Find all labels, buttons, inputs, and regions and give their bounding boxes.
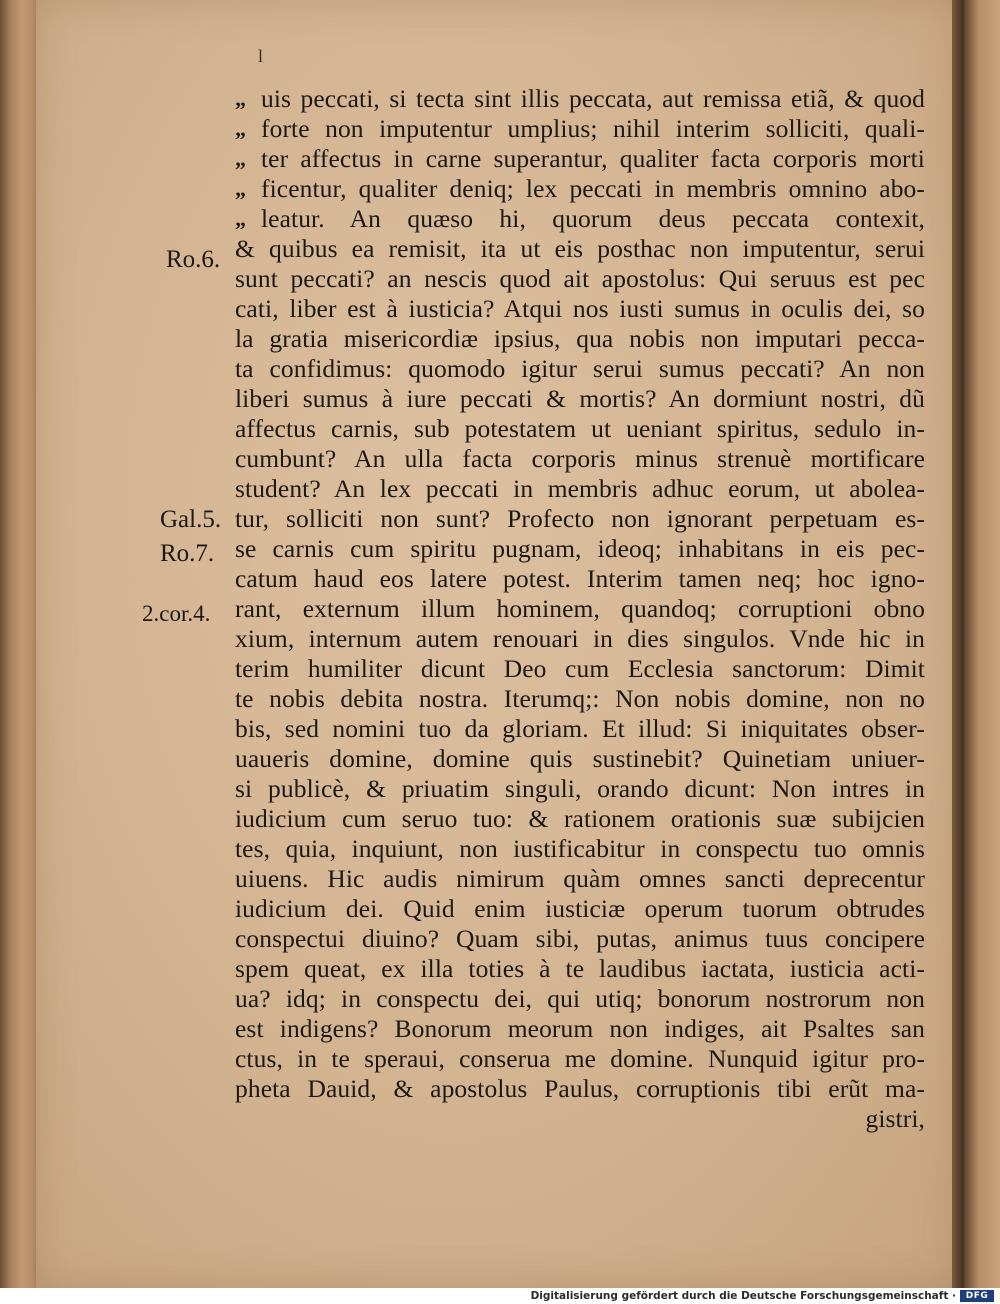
digitization-credit: Digitalisierung gefördert durch die Deutsche Forschungsgemeinschaft · bbox=[530, 1290, 956, 1302]
line-text: sunt peccati? an nescis quod ait apostolus: Qui seruus est pec bbox=[235, 264, 925, 293]
text-line bbox=[235, 264, 925, 294]
text-line bbox=[235, 114, 925, 144]
line-text: affectus carnis, sub potestatem ut ueniant spiritus, sedulo in- bbox=[235, 414, 925, 443]
line-text: ficentur, qualiter deniq; lex peccati in membris omnino abo- bbox=[261, 174, 925, 203]
footer-bar bbox=[0, 1288, 1000, 1304]
text-line bbox=[235, 534, 925, 564]
quotation-mark: „ bbox=[235, 116, 247, 141]
line-text: student? An lex peccati in membris adhuc eorum, ut abolea- bbox=[235, 474, 925, 503]
text-line bbox=[235, 864, 925, 894]
line-text: rant, externum illum hominem, quandoq; corruptioni obno bbox=[235, 594, 925, 623]
line-text: te nobis debita nostra. Iterumq;: Non nobis domine, non no bbox=[235, 684, 925, 713]
line-text: leatur. An quæso hi, quorum deus peccata contexit, bbox=[261, 204, 925, 233]
text-line bbox=[235, 984, 925, 1014]
line-text: ta confidimus: quomodo igitur serui sumus peccati? An non bbox=[235, 354, 925, 383]
line-text: forte non imputentur umplius; nihil interim solliciti, quali- bbox=[261, 114, 925, 143]
text-line bbox=[235, 924, 925, 954]
text-line bbox=[235, 624, 925, 654]
text-line bbox=[235, 324, 925, 354]
text-line bbox=[235, 834, 925, 864]
line-text: spem queat, ex illa toties à te laudibus iactata, iusticia acti- bbox=[235, 954, 925, 983]
text-line bbox=[235, 504, 925, 534]
text-line bbox=[235, 174, 925, 204]
text-line bbox=[235, 204, 925, 234]
text-line bbox=[235, 654, 925, 684]
text-line bbox=[235, 414, 925, 444]
facing-page-edge bbox=[964, 0, 1000, 1288]
line-text: xium, internum autem renouari in dies singulos. Vnde hic in bbox=[235, 624, 925, 653]
quotation-mark: „ bbox=[235, 146, 247, 171]
line-text: ter affectus in carne superantur, qualiter facta corporis morti bbox=[261, 144, 925, 173]
text-line bbox=[235, 714, 925, 744]
text-line bbox=[235, 894, 925, 924]
line-text: tur, solliciti non sunt? Profecto non ignorant perpetuam es- bbox=[235, 504, 925, 533]
text-line bbox=[235, 144, 925, 174]
text-line bbox=[235, 474, 925, 504]
quotation-mark: „ bbox=[235, 206, 247, 231]
line-text: catum haud eos latere potest. Interim tamen neq; hoc igno- bbox=[235, 564, 925, 593]
line-text: cati, liber est à iusticia? Atqui nos iusti sumus in oculis dei, so bbox=[235, 294, 925, 323]
text-line bbox=[235, 1044, 925, 1074]
text-line bbox=[235, 684, 925, 714]
text-line bbox=[235, 354, 925, 384]
line-text: liberi sumus à iure peccati & mortis? An dormiunt nostri, dũ bbox=[235, 384, 925, 413]
line-text: ua? idq; in conspectu dei, qui utiq; bonorum nostrorum non bbox=[235, 984, 925, 1013]
margin-note-gal5: Gal.5. bbox=[160, 506, 222, 533]
text-line bbox=[235, 1014, 925, 1044]
margin-note-2cor4: 2.cor.4. bbox=[142, 601, 211, 626]
text-line bbox=[235, 444, 925, 474]
text-line bbox=[235, 234, 925, 264]
text-line bbox=[235, 84, 925, 114]
quotation-mark: „ bbox=[235, 86, 247, 111]
text-line bbox=[235, 804, 925, 834]
corner-mark: l bbox=[258, 46, 264, 66]
line-text: & quibus ea remisit, ita ut eis posthac non imputentur, serui bbox=[235, 234, 925, 263]
line-text: bis, sed nomini tuo da gloriam. Et illud: Si iniquitates obser- bbox=[235, 714, 925, 743]
line-text: uaueris domine, domine quis sustinebit? Quinetiam uniuer- bbox=[235, 744, 925, 773]
text-line bbox=[235, 744, 925, 774]
book-edge bbox=[0, 0, 40, 1288]
line-text: cumbunt? An ulla facta corporis minus strenuè mortificare bbox=[235, 444, 925, 473]
line-text: terim humiliter dicunt Deo cum Ecclesia sanctorum: Dimit bbox=[235, 654, 925, 683]
body-text bbox=[235, 84, 925, 1134]
dfg-logo: DFG bbox=[960, 1290, 994, 1302]
quotation-mark: „ bbox=[235, 176, 247, 201]
line-text: uiuens. Hic audis nimirum quàm omnes sancti deprecentur bbox=[235, 864, 925, 893]
text-line bbox=[235, 294, 925, 324]
line-text: si publicè, & priuatim singuli, orando dicunt: Non intres in bbox=[235, 774, 925, 803]
text-line bbox=[235, 564, 925, 594]
line-text: conspectui diuino? Quam sibi, putas, animus tuus concipere bbox=[235, 924, 925, 953]
text-line bbox=[235, 384, 925, 414]
line-text: pheta Dauid, & apostolus Paulus, corruptionis tibi erũt ma- bbox=[235, 1074, 925, 1103]
catchword: gistri, bbox=[865, 1104, 925, 1133]
text-line bbox=[235, 774, 925, 804]
margin-note-ro7: Ro.7. bbox=[160, 540, 215, 567]
line-text: uis peccati, si tecta sint illis peccata, aut remissa etiã, & quod bbox=[261, 84, 925, 113]
line-text: ctus, in te speraui, conserua me domine. Nunquid igitur pro- bbox=[235, 1044, 925, 1073]
line-text: iudicium cum seruo tuo: & rationem orationis suæ subijcien bbox=[235, 804, 925, 833]
margin-note-ro6: Ro.6. bbox=[166, 246, 221, 273]
line-text: est indigens? Bonorum meorum non indiges, ait Psaltes san bbox=[235, 1014, 925, 1043]
line-text: la gratia misericordiæ ipsius, qua nobis non imputari pecca- bbox=[235, 324, 925, 353]
text-line bbox=[235, 954, 925, 984]
line-text: tes, quia, inquiunt, non iustificabitur in conspectu tuo omnis bbox=[235, 834, 925, 863]
text-line bbox=[235, 1074, 925, 1104]
line-text: se carnis cum spiritu pugnam, ideoq; inhabitans in eis pec- bbox=[235, 534, 925, 563]
text-line bbox=[235, 594, 925, 624]
line-text: iudicium dei. Quid enim iusticiæ operum tuorum obtrudes bbox=[235, 894, 925, 923]
